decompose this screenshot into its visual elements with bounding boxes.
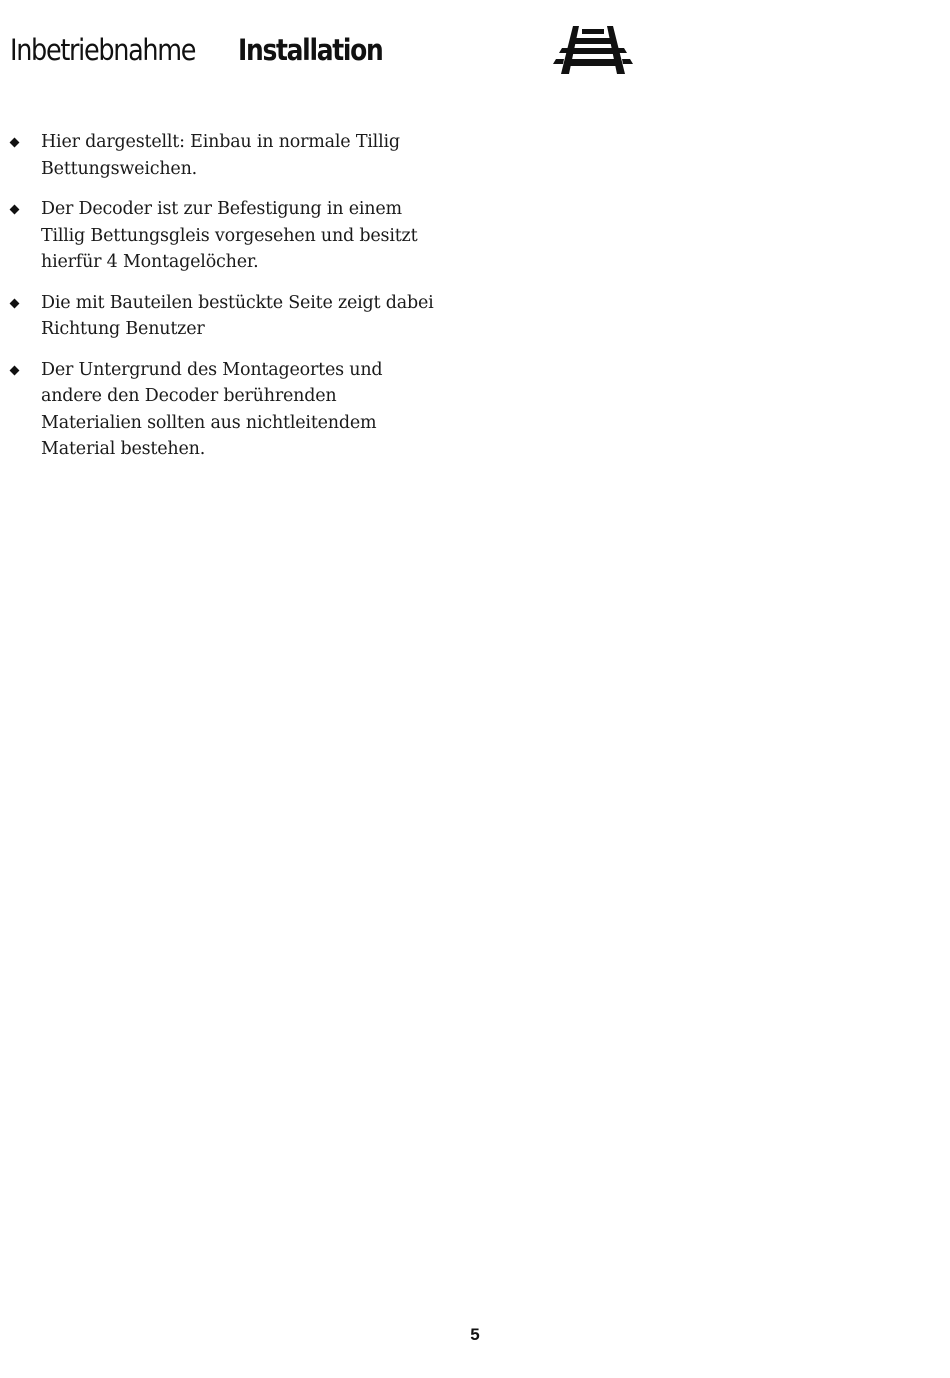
list-item-text: Hier dargestellt: Einbau in normale Tillig Bettungsweichen. xyxy=(41,132,400,179)
page-title: Installation xyxy=(238,33,383,67)
installation-notes-list xyxy=(10,129,440,477)
page-header xyxy=(10,30,383,70)
list-item xyxy=(10,129,440,182)
list-item-text: Die mit Bauteilen bestückte Seite zeigt dabei Richtung Benutzer xyxy=(41,292,434,339)
section-label: Inbetriebnahme xyxy=(10,33,196,67)
list-item xyxy=(10,196,440,276)
bullet-diamond-icon xyxy=(10,138,20,148)
list-item xyxy=(10,290,440,343)
page-number: 5 xyxy=(470,1325,480,1344)
bullet-diamond-icon xyxy=(10,365,20,375)
list-item-text: Der Untergrund des Montageortes und andere den Decoder berührenden Materialien sollten aus nichtleitendem Material bestehen. xyxy=(41,359,383,459)
bullet-diamond-icon xyxy=(10,205,20,215)
bullet-diamond-icon xyxy=(10,298,20,308)
railway-track-icon xyxy=(552,24,634,76)
list-item-text: Der Decoder ist zur Befestigung in einem Tillig Bettungsgleis vorgesehen und besitzt hierfür 4 Montagelöcher. xyxy=(41,199,418,272)
list-item xyxy=(10,357,440,463)
